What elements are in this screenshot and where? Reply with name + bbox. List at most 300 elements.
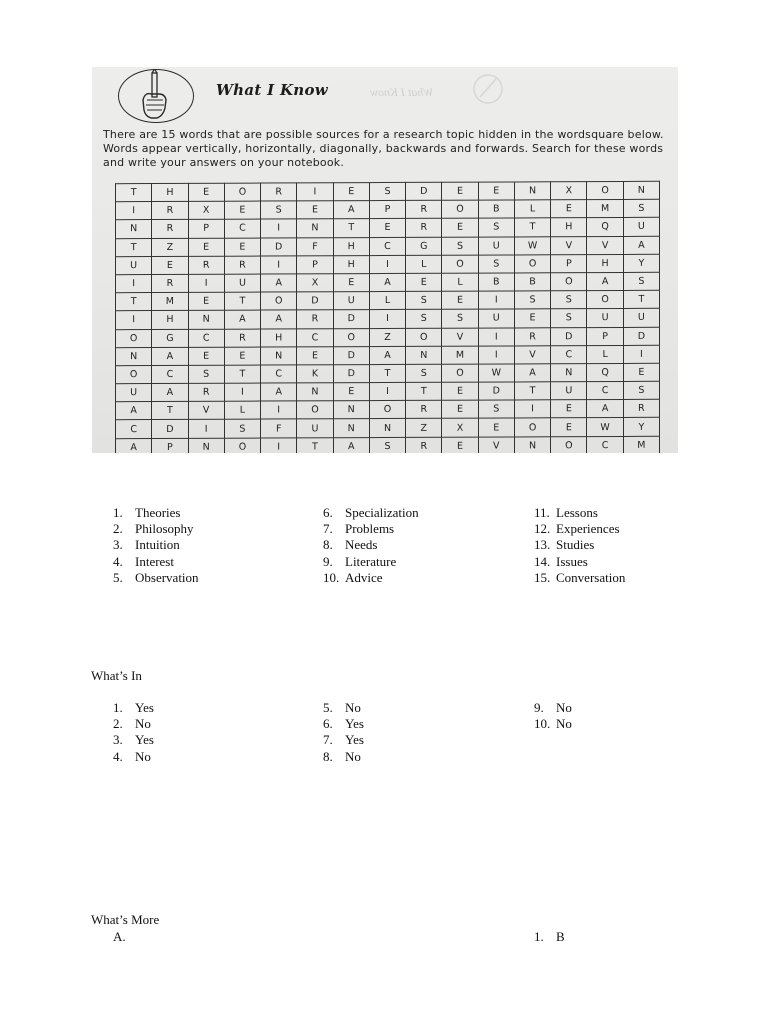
grid-cell: S	[623, 272, 659, 290]
grid-cell: S	[442, 237, 478, 255]
grid-cell: A	[369, 273, 405, 291]
grid-cell: S	[478, 400, 514, 418]
grid-cell: I	[261, 401, 297, 419]
grid-cell: L	[514, 200, 550, 218]
grid-cell: E	[478, 418, 514, 436]
grid-cell: E	[514, 309, 550, 327]
grid-cell: D	[297, 292, 333, 310]
grid-cell: N	[261, 347, 297, 365]
grid-cell: C	[297, 328, 333, 346]
grid-cell: S	[369, 182, 405, 200]
list-item	[323, 521, 419, 537]
grid-cell: E	[442, 382, 478, 400]
grid-cell: N	[406, 346, 442, 364]
list-item	[323, 749, 364, 765]
list-item	[113, 537, 199, 553]
item-text: Conversation	[556, 569, 626, 585]
list-item	[113, 570, 199, 586]
grid-cell: E	[297, 346, 333, 364]
list-item	[113, 554, 199, 570]
list-item	[113, 505, 199, 521]
grid-cell: U	[478, 237, 514, 255]
item-text: Issues	[556, 553, 588, 569]
item-number: 12.	[534, 521, 551, 537]
word-search-grid	[115, 182, 660, 453]
grid-cell: N	[188, 438, 224, 453]
grid-cell: E	[478, 182, 514, 200]
grid-cell: U	[551, 382, 587, 400]
item-text: Yes	[135, 700, 154, 715]
worksheet-title: What I Know	[216, 81, 329, 99]
whats-in-column-3	[534, 700, 572, 732]
grid-cell: P	[297, 255, 333, 273]
grid-cell: O	[297, 401, 333, 419]
grid-cell: C	[116, 420, 152, 438]
grid-cell: S	[478, 255, 514, 273]
grid-cell: M	[587, 200, 623, 218]
grid-cell: R	[152, 274, 188, 292]
grid-cell: R	[297, 310, 333, 328]
grid-cell: O	[551, 436, 587, 453]
grid-cell: A	[116, 402, 152, 420]
whats-in-column-1	[113, 700, 154, 765]
grid-cell: C	[587, 382, 623, 400]
grid-cell: O	[224, 183, 260, 201]
item-number: 1.	[113, 700, 123, 715]
grid-cell: S	[406, 310, 442, 328]
grid-cell: P	[188, 220, 224, 238]
item-number: 10.	[534, 716, 551, 732]
grid-cell: C	[261, 365, 297, 383]
grid-cell: R	[406, 437, 442, 453]
grid-cell: O	[442, 200, 478, 218]
grid-cell: E	[297, 201, 333, 219]
grid-cell: D	[261, 237, 297, 255]
list-item	[113, 716, 154, 732]
grid-cell: U	[116, 256, 152, 274]
list-item	[534, 700, 572, 716]
item-text: No	[556, 700, 572, 715]
grid-cell: I	[116, 274, 152, 292]
grid-cell: T	[116, 293, 152, 311]
grid-cell: L	[224, 401, 260, 419]
grid-cell: T	[152, 402, 188, 420]
grid-cell: T	[369, 364, 405, 382]
item-number: 3.	[113, 732, 123, 748]
grid-cell: N	[297, 219, 333, 237]
list-item	[534, 554, 625, 570]
grid-cell: I	[261, 438, 297, 453]
grid-cell: W	[514, 236, 550, 254]
grid-cell: G	[406, 237, 442, 255]
grid-cell: R	[152, 202, 188, 220]
grid-cell: E	[369, 219, 405, 237]
grid-row	[116, 418, 660, 439]
grid-cell: A	[152, 347, 188, 365]
worksheet-photo	[92, 67, 678, 453]
grid-cell: X	[442, 419, 478, 437]
grid-cell: E	[224, 347, 260, 365]
grid-cell: Z	[406, 419, 442, 437]
grid-cell: D	[333, 364, 369, 382]
words-list-column-3	[534, 505, 625, 586]
item-text: Intuition	[135, 537, 180, 553]
list-item	[534, 929, 565, 945]
grid-cell: R	[224, 329, 260, 347]
bleed-through-text: What I Know	[370, 85, 434, 99]
grid-cell: D	[478, 382, 514, 400]
grid-cell: L	[406, 255, 442, 273]
item-number: 6.	[323, 505, 333, 520]
grid-cell: O	[442, 255, 478, 273]
whats-in-heading: What’s In	[91, 668, 142, 683]
grid-cell: E	[551, 400, 587, 418]
grid-cell: T	[224, 365, 260, 383]
item-number: 13.	[534, 537, 551, 553]
grid-row	[116, 327, 660, 348]
grid-cell: H	[152, 183, 188, 201]
grid-cell: C	[152, 365, 188, 383]
whats-more-part-label: A.	[113, 929, 126, 944]
item-text: Yes	[345, 716, 364, 732]
grid-cell: Y	[623, 254, 659, 272]
list-item	[534, 521, 625, 537]
grid-cell: O	[369, 401, 405, 419]
grid-cell: V	[551, 236, 587, 254]
grid-cell: C	[551, 345, 587, 363]
list-item	[113, 700, 154, 716]
grid-cell: N	[551, 364, 587, 382]
hand-holding-pencil-icon	[118, 69, 194, 123]
item-text: Studies	[556, 537, 595, 553]
grid-cell: R	[261, 183, 297, 201]
grid-cell: R	[188, 256, 224, 274]
item-number: 3.	[113, 537, 123, 553]
grid-cell: A	[333, 437, 369, 453]
grid-cell: T	[514, 218, 550, 236]
grid-cell: I	[261, 256, 297, 274]
words-list-column-1	[113, 505, 199, 586]
grid-cell: H	[333, 255, 369, 273]
grid-cell: Z	[152, 238, 188, 256]
grid-cell: W	[587, 418, 623, 436]
grid-cell: U	[333, 292, 369, 310]
grid-cell: R	[224, 256, 260, 274]
item-number: 1.	[534, 929, 544, 944]
grid-cell: H	[333, 237, 369, 255]
grid-cell: S	[442, 309, 478, 327]
grid-cell: B	[514, 273, 550, 291]
grid-cell: R	[514, 327, 550, 345]
grid-cell: I	[116, 311, 152, 329]
grid-cell: I	[369, 255, 405, 273]
grid-cell: S	[406, 291, 442, 309]
list-item	[534, 505, 625, 521]
grid-cell: O	[514, 255, 550, 273]
grid-cell: N	[116, 347, 152, 365]
grid-row	[116, 181, 660, 202]
grid-cell: D	[623, 327, 659, 345]
item-number: 7.	[323, 732, 333, 748]
grid-cell: U	[478, 309, 514, 327]
grid-row	[116, 400, 660, 421]
grid-cell: O	[116, 365, 152, 383]
grid-cell: T	[406, 382, 442, 400]
grid-cell: R	[152, 220, 188, 238]
grid-cell: V	[478, 437, 514, 453]
grid-cell: E	[442, 437, 478, 453]
grid-cell: N	[514, 436, 550, 453]
grid-cell: E	[406, 273, 442, 291]
grid-cell: N	[369, 419, 405, 437]
grid-cell: L	[369, 292, 405, 310]
grid-cell: U	[297, 419, 333, 437]
grid-cell: O	[587, 181, 623, 199]
grid-cell: I	[623, 345, 659, 363]
list-item	[323, 554, 419, 570]
grid-cell: O	[514, 418, 550, 436]
grid-cell: H	[587, 254, 623, 272]
grid-cell: O	[224, 438, 260, 453]
grid-cell: E	[224, 238, 260, 256]
item-text: Needs	[345, 537, 378, 553]
grid-cell: M	[623, 436, 659, 453]
grid-cell: E	[188, 183, 224, 201]
list-item	[323, 732, 364, 748]
grid-cell: A	[261, 274, 297, 292]
grid-cell: N	[514, 182, 550, 200]
grid-cell: S	[514, 291, 550, 309]
grid-cell: O	[116, 329, 152, 347]
grid-cell: V	[188, 401, 224, 419]
grid-cell: A	[116, 438, 152, 453]
list-item	[534, 537, 625, 553]
item-number: 5.	[323, 700, 333, 715]
grid-cell: D	[551, 327, 587, 345]
grid-cell: E	[333, 183, 369, 201]
grid-cell: N	[333, 401, 369, 419]
grid-cell: E	[442, 218, 478, 236]
grid-cell: Y	[623, 418, 659, 436]
grid-cell: P	[551, 254, 587, 272]
worksheet-instructions: There are 15 words that are possible sources for a research topic hidden in the wordsquare below. Words appear vertically, horizontally, diagonally, backwards and forwards. Search for these words and write your answers on your notebook.	[103, 128, 664, 169]
grid-cell: I	[369, 310, 405, 328]
grid-cell: A	[514, 364, 550, 382]
grid-cell: S	[623, 381, 659, 399]
list-item	[534, 570, 625, 586]
grid-cell: S	[188, 365, 224, 383]
grid-cell: H	[261, 328, 297, 346]
grid-cell: I	[478, 327, 514, 345]
grid-cell: F	[297, 237, 333, 255]
grid-cell: W	[478, 364, 514, 382]
grid-cell: U	[116, 384, 152, 402]
grid-cell: A	[333, 201, 369, 219]
item-number: 4.	[113, 553, 123, 569]
grid-cell: I	[116, 202, 152, 220]
list-item	[323, 716, 364, 732]
item-number: 9.	[534, 700, 544, 715]
grid-cell: V	[587, 236, 623, 254]
grid-cell: R	[623, 400, 659, 418]
grid-cell: U	[587, 309, 623, 327]
item-text: Advice	[345, 569, 383, 585]
grid-cell: O	[442, 364, 478, 382]
list-item	[323, 570, 419, 586]
grid-cell: E	[442, 400, 478, 418]
grid-row	[116, 290, 660, 311]
grid-cell: I	[478, 346, 514, 364]
item-text: B	[556, 929, 565, 944]
grid-cell: P	[152, 438, 188, 453]
list-item	[534, 716, 572, 732]
grid-cell: C	[587, 436, 623, 453]
grid-cell: I	[514, 400, 550, 418]
item-text: Interest	[135, 553, 174, 569]
grid-cell: D	[406, 182, 442, 200]
grid-cell: E	[224, 201, 260, 219]
grid-cell: D	[333, 346, 369, 364]
grid-cell: E	[188, 292, 224, 310]
item-number: 10.	[323, 569, 340, 585]
grid-cell: E	[188, 238, 224, 256]
grid-cell: A	[224, 310, 260, 328]
list-item	[113, 732, 154, 748]
grid-cell: I	[478, 291, 514, 309]
grid-row	[116, 272, 660, 293]
grid-cell: T	[116, 238, 152, 256]
grid-cell: O	[551, 273, 587, 291]
grid-cell: E	[333, 383, 369, 401]
item-number: 8.	[323, 537, 333, 553]
grid-cell: B	[478, 273, 514, 291]
item-text: Yes	[135, 732, 154, 748]
grid-cell: K	[297, 365, 333, 383]
grid-cell: A	[587, 400, 623, 418]
grid-cell: T	[116, 184, 152, 202]
grid-row	[116, 254, 660, 275]
grid-cell: E	[442, 182, 478, 200]
grid-cell: L	[442, 273, 478, 291]
item-text: No	[345, 748, 361, 764]
grid-cell: X	[297, 274, 333, 292]
grid-cell: N	[116, 220, 152, 238]
grid-cell: I	[261, 219, 297, 237]
grid-cell: S	[551, 291, 587, 309]
grid-row	[116, 436, 660, 453]
item-number: 1.	[113, 505, 123, 520]
grid-cell: R	[406, 200, 442, 218]
word-search-table	[115, 181, 660, 453]
item-text: Observation	[135, 569, 199, 585]
grid-cell: L	[587, 345, 623, 363]
grid-cell: T	[514, 382, 550, 400]
list-item	[113, 749, 154, 765]
grid-cell: U	[224, 274, 260, 292]
grid-cell: B	[478, 200, 514, 218]
words-list-column-2	[323, 505, 419, 586]
grid-row	[116, 363, 660, 384]
item-number: 4.	[113, 748, 123, 764]
grid-cell: E	[442, 291, 478, 309]
grid-cell: V	[442, 328, 478, 346]
item-number: 9.	[323, 553, 333, 569]
grid-cell: I	[369, 382, 405, 400]
grid-cell: T	[333, 219, 369, 237]
grid-cell: M	[442, 346, 478, 364]
grid-cell: T	[623, 290, 659, 308]
list-item	[323, 505, 419, 521]
grid-cell: Z	[369, 328, 405, 346]
item-text: No	[345, 700, 361, 715]
grid-cell: N	[333, 419, 369, 437]
grid-cell: S	[406, 364, 442, 382]
grid-cell: C	[188, 329, 224, 347]
grid-cell: G	[152, 329, 188, 347]
grid-cell: S	[369, 437, 405, 453]
grid-cell: N	[623, 181, 659, 199]
list-item	[323, 537, 419, 553]
item-number: 15.	[534, 569, 551, 585]
grid-cell: O	[333, 328, 369, 346]
item-number: 5.	[113, 569, 123, 585]
item-text: Problems	[345, 521, 395, 537]
grid-cell: Q	[587, 218, 623, 236]
grid-cell: M	[152, 292, 188, 310]
grid-cell: R	[188, 383, 224, 401]
grid-cell: S	[261, 201, 297, 219]
item-text: Yes	[345, 732, 364, 748]
item-number: 11.	[534, 505, 550, 520]
grid-cell: I	[224, 383, 260, 401]
grid-cell: E	[188, 347, 224, 365]
grid-cell: I	[297, 183, 333, 201]
grid-cell: D	[333, 310, 369, 328]
grid-cell: T	[224, 292, 260, 310]
grid-cell: R	[406, 401, 442, 419]
item-text: Literature	[345, 553, 397, 569]
grid-cell: O	[406, 328, 442, 346]
grid-cell: P	[587, 327, 623, 345]
item-number: 7.	[323, 521, 333, 537]
grid-row	[116, 345, 660, 366]
grid-cell: V	[514, 345, 550, 363]
grid-cell: D	[152, 420, 188, 438]
grid-cell: E	[551, 418, 587, 436]
item-number: 2.	[113, 521, 123, 537]
grid-cell: X	[551, 182, 587, 200]
item-text: Experiences	[556, 521, 620, 537]
grid-cell: A	[369, 346, 405, 364]
grid-cell: A	[152, 383, 188, 401]
item-number: 14.	[534, 553, 551, 569]
whats-in-column-2	[323, 700, 364, 765]
item-text: No	[135, 716, 151, 732]
item-number: 6.	[323, 716, 333, 732]
grid-cell: X	[188, 201, 224, 219]
grid-cell: A	[587, 272, 623, 290]
grid-cell: E	[551, 200, 587, 218]
grid-cell: N	[188, 311, 224, 329]
whats-more-heading: What’s More	[91, 912, 160, 927]
item-text: Theories	[135, 505, 181, 520]
grid-cell: S	[551, 309, 587, 327]
grid-cell: U	[623, 309, 659, 327]
grid-cell: F	[261, 419, 297, 437]
grid-cell: Q	[587, 363, 623, 381]
grid-cell: I	[188, 274, 224, 292]
list-item	[113, 521, 199, 537]
